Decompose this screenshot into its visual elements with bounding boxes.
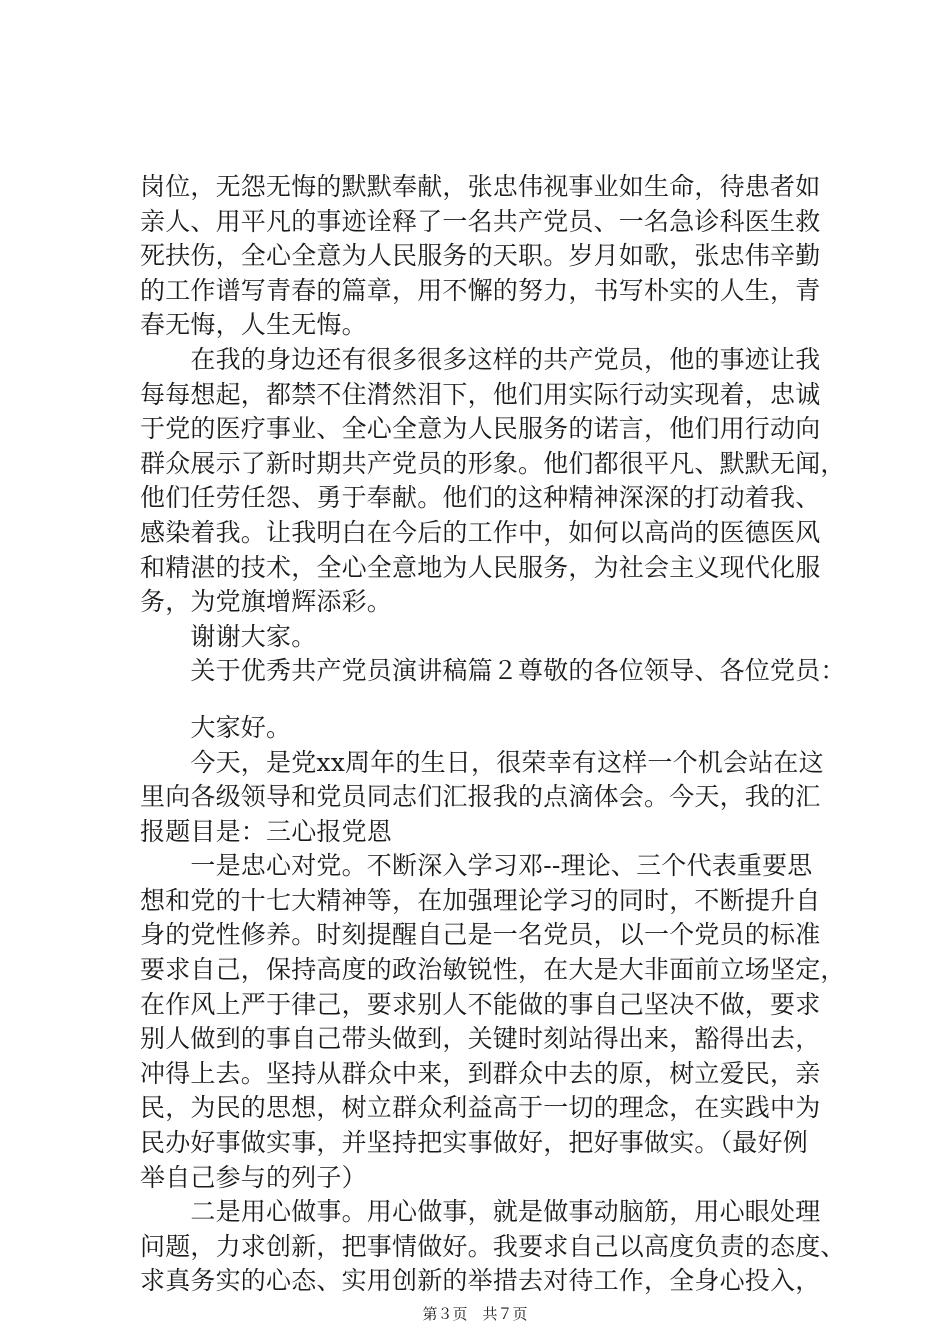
text-line: 在我的身边还有很多很多这样的共产党员，他的事迹让我 — [140, 344, 821, 374]
text-line: 要求自己，保持高度的政治敏锐性，在大是大非面前立场坚定， — [140, 955, 846, 985]
text-line: 身的党性修养。时刻提醒自己是一名党员，以一个党员的标准 — [140, 920, 821, 950]
blank-line — [140, 689, 840, 711]
text-line: 民办好事做实事，并坚持把实事做好，把好事做实。（最好例 — [140, 1128, 808, 1158]
text-line: 岗位，无怨无悔的默默奉献，张忠伟视事业如生命，待患者如 — [140, 172, 821, 201]
text-line: 二是用心做事。用心做事，就是做事动脑筋，用心眼处理 — [140, 1197, 821, 1227]
text-line: 务，为党旗增辉添彩。 — [140, 587, 393, 617]
text-line: 冲得上去。坚持从群众中来，到群众中去的原，树立爱民，亲 — [140, 1058, 821, 1088]
text-line: 问题，力求创新，把事情做好。我要求自己以高度负责的态度、 — [140, 1231, 846, 1261]
text-line: 关于优秀共产党员演讲稿篇２尊敬的各位领导、各位党员： — [140, 656, 846, 686]
text-line: 群众展示了新时期共产党员的形象。他们都很平凡、默默无闻， — [140, 448, 846, 478]
text-line: 今天，是党xx周年的生日，很荣幸有这样一个机会站在这 — [140, 747, 824, 777]
text-line: 死扶伤，全心全意为人民服务的天职。岁月如歌，张忠伟辛勤 — [140, 241, 821, 271]
text-line: 亲人、用平凡的事迹诠释了一名共产党员、一名急诊科医生救 — [140, 206, 821, 236]
text-line: 感染着我。让我明白在今后的工作中，如何以高尚的医德医风 — [140, 517, 821, 547]
text-line: 民，为民的思想，树立群众利益高于一切的理念，在实践中为 — [140, 1093, 821, 1123]
text-line: 他们任劳任怨、勇于奉献。他们的这种精神深深的打动着我、 — [140, 483, 821, 513]
text-line: 一是忠心对党。不断深入学习邓--理论、三个代表重要思 — [140, 851, 813, 881]
page-number-footer: 第３页 共７页 — [422, 1305, 528, 1323]
text-line: 的工作谱写青春的篇章，用不懈的努力，书写朴实的人生，青 — [140, 275, 821, 305]
text-line: 想和党的十七大精神等，在加强理论学习的同时，不断提升自 — [140, 885, 821, 915]
text-line: 和精湛的技术，全心全意地为人民服务，为社会主义现代化服 — [140, 552, 821, 582]
text-line: 举自己参与的列子） — [140, 1162, 367, 1192]
text-line: 在作风上严于律己，要求别人不能做的事自己坚决不做，要求 — [140, 989, 821, 1019]
text-line: 春无悔，人生无悔。 — [140, 310, 367, 340]
text-line: 里向各级领导和党员同志们汇报我的点滴体会。今天，我的汇 — [140, 782, 821, 812]
text-line: 别人做到的事自己带头做到，关键时刻站得出来，豁得出去， — [140, 1024, 821, 1054]
text-line: 于党的医疗事业、全心全意为人民服务的诺言，他们用行动向 — [140, 414, 821, 444]
text-line: 谢谢大家。 — [140, 621, 317, 651]
document-body — [140, 170, 846, 1299]
text-line: 大家好。 — [140, 712, 292, 742]
text-line: 求真务实的心态、实用创新的举措去对待工作，全身心投入， — [140, 1266, 821, 1296]
text-line: 每每想起，都禁不住潸然泪下，他们用实际行动实现着，忠诚 — [140, 379, 821, 409]
text-line: 报题目是：三心报党恩 — [140, 816, 393, 846]
